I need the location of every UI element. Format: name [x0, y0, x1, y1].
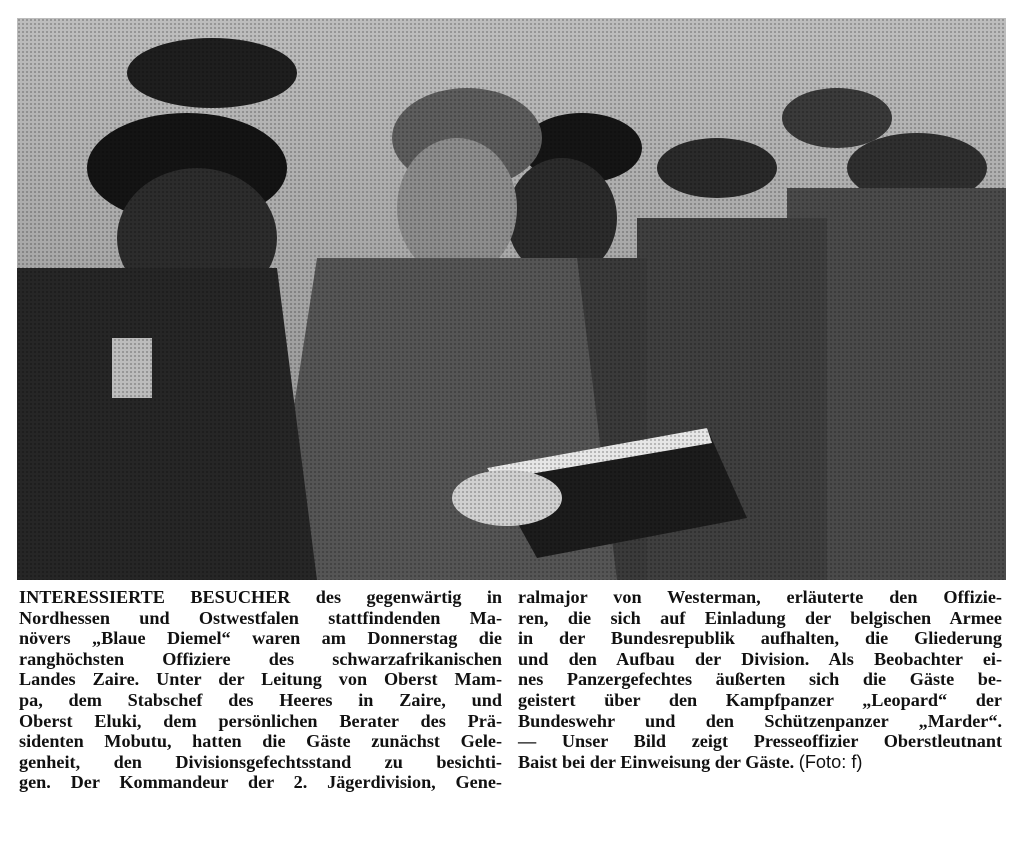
caption-line: sidenten Mobutu, hatten die Gäste zunächst Gele- — [19, 731, 502, 752]
caption-line: und den Aufbau der Division. Als Beobachter ei- — [518, 648, 1002, 669]
caption-line: — Unser Bild zeigt Presseoffizier Oberstleutnant — [518, 731, 1002, 752]
caption-line: Landes Zaire. Unter der Leitung von Oberst Mam- — [19, 669, 502, 690]
caption-line: nes Panzergefechtes äußerten sich die Gäste be- — [518, 669, 1002, 690]
caption-line: ranghöchsten Offiziere des schwarzafrikanischen — [19, 648, 502, 669]
caption-last-line — [518, 752, 1002, 773]
caption-line: INTERESSIERTE BESUCHER des gegenwärtig in — [19, 587, 502, 607]
caption-line: in der Bundesrepublik aufhalten, die Gliederung — [518, 628, 1002, 649]
caption-line: geistert über den Kampfpanzer „Leopard“ der — [518, 689, 1002, 710]
caption-line: gen. Der Kommandeur der 2. Jägerdivision, Gene- — [19, 772, 502, 793]
caption-line: Bundeswehr und den Schützenpanzer „Marder“. — [518, 710, 1002, 731]
caption-line: Oberst Eluki, dem persönlichen Berater des Prä- — [19, 710, 502, 731]
photo-credit: (Foto: f) — [798, 751, 863, 772]
news-photo — [17, 18, 1006, 580]
caption-line: ren, die sich auf Einladung der belgischen Armee — [518, 607, 1002, 628]
caption-line-text: Baist bei der Einweisung der Gäste. — [518, 751, 795, 772]
caption-line: pa, dem Stabschef des Heeres in Zaire, und — [19, 689, 502, 710]
caption-right-column — [518, 587, 1002, 772]
caption-line: Nordhessen und Ostwestfalen stattfindenden Ma- — [19, 607, 502, 628]
caption-line: genheit, den Divisionsgefechtsstand zu besichti- — [19, 751, 502, 772]
caption-line: növers „Blaue Diemel“ waren am Donnerstag die — [19, 628, 502, 649]
caption-left-column — [19, 587, 502, 793]
caption-line: ralmajor von Westerman, erläuterte den Offizie- — [518, 587, 1002, 607]
